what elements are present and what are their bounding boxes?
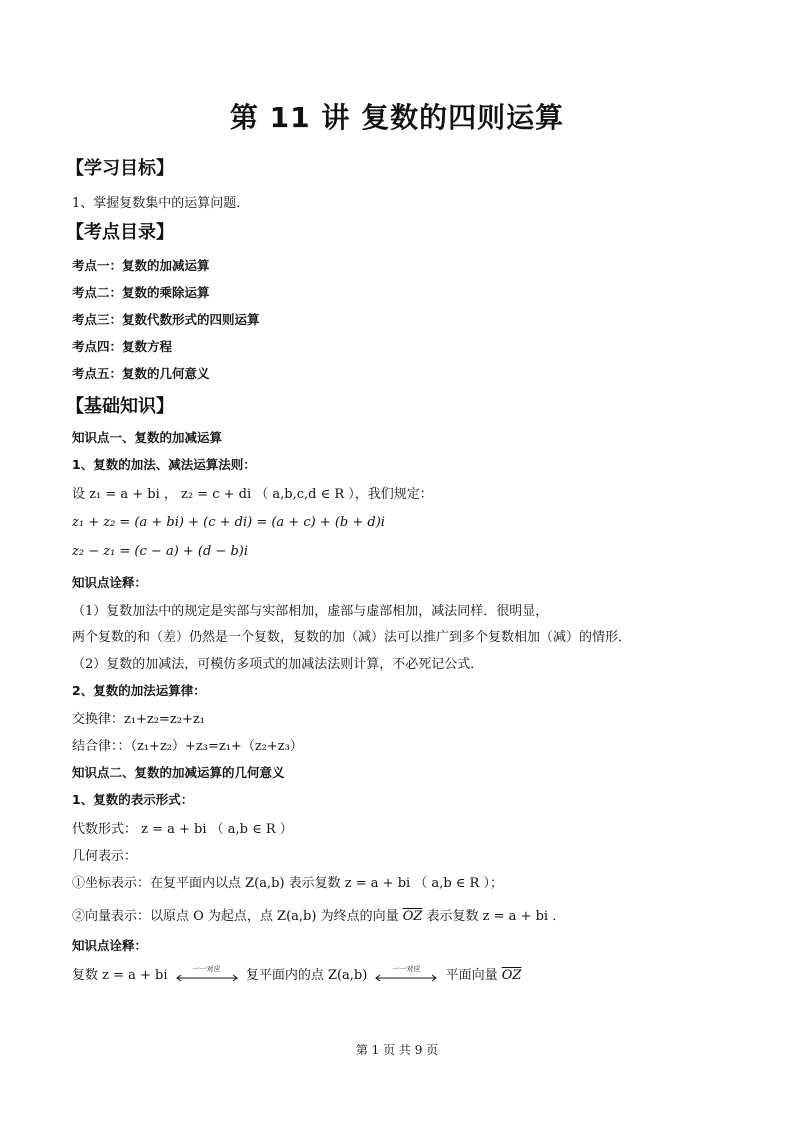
definition-line: 设 z₁ = a + bi ， z₂ = c + di （ a,b,c,d ∈ R ），我们规定： — [72, 487, 433, 502]
points-header: 【考点目录】 — [66, 222, 174, 243]
point-item-5: 考点五：复数的几何意义 — [72, 366, 210, 381]
basics-header: 【基础知识】 — [66, 396, 174, 417]
double-arrow-icon — [374, 964, 438, 983]
corr-point: 复平面内的点 Z(a,b) — [245, 968, 368, 983]
page-title: 第 11 讲 复数的四则运算 — [229, 101, 565, 134]
knowledge-1-title: 知识点一、复数的加减运算 — [72, 430, 223, 445]
law-title: 2、复数的加法运算律： — [72, 683, 206, 698]
algebraic-form: 代数形式： z = a + bi （ a,b ∈ R ） — [72, 822, 293, 837]
goal-item: 1、掌握复数集中的运算问题． — [72, 196, 250, 211]
note-2: （2）复数的加减法，可模仿多项式的加减法法则计算，不必死记公式． — [72, 657, 484, 672]
corr-vector-oz: $\overline{OZ}$ — [501, 968, 522, 983]
page-footer: 第 1 页 共 9 页 — [355, 1043, 439, 1057]
note-title-2: 知识点诠释： — [72, 938, 148, 953]
point-item-2: 考点二：复数的乘除运算 — [72, 285, 210, 300]
commutative-law: 交换律：z₁+z₂=z₂+z₁ — [72, 712, 205, 727]
vector-representation — [72, 905, 565, 924]
rule-title: 1、复数的加法、减法运算法则： — [72, 457, 256, 472]
vector-text-post: 表示复数 z = a + bi ． — [422, 909, 566, 924]
geometric-label: 几何表示： — [72, 849, 138, 864]
corr-vector: 平面向量 — [445, 968, 502, 983]
corr-complex: 复数 z = a + bi — [72, 968, 168, 983]
arrow-label-2: 一一对应 — [392, 964, 421, 973]
subtraction-formula: z₂ − z₁ = (c − a) + (d − b)i — [72, 544, 249, 559]
vector-text-pre: ②向量表示：以原点 O 为起点，点 Z(a,b) 为终点的向量 — [72, 909, 403, 924]
associative-law: 结合律：：（z₁+z₂）+z₃=z₁+（z₂+z₃） — [72, 739, 303, 754]
point-item-3: 考点三：复数代数形式的四则运算 — [72, 312, 260, 327]
vector-oz: $\overline{OZ}$ — [402, 909, 423, 924]
note-1-line-b: 两个复数的和（差）仍然是一个复数，复数的加（减）法可以推广到多个复数相加（减）的情形． — [72, 630, 632, 645]
note-title-1: 知识点诠释： — [72, 575, 148, 590]
goals-header: 【学习目标】 — [66, 158, 174, 179]
knowledge-2-title: 知识点二、复数的加减运算的几何意义 — [72, 765, 285, 780]
arrow-label-1: 一一对应 — [192, 964, 221, 973]
correspondence-line — [72, 964, 521, 983]
representation-title: 1、复数的表示形式： — [72, 792, 194, 807]
point-item-4: 考点四：复数方程 — [72, 339, 173, 354]
addition-formula: z₁ + z₂ = (a + bi) + (c + di) = (a + c) + (b + d)i — [72, 515, 385, 530]
note-1-line-a: （1）复数加法中的规定是实部与实部相加，虚部与虚部相加，减法同样．很明显， — [72, 604, 549, 619]
double-arrow-icon — [175, 964, 239, 983]
coordinate-representation: ①坐标表示：在复平面内以点 Z(a,b) 表示复数 z = a + bi （ a,b ∈ R ）； — [72, 876, 503, 891]
point-item-1: 考点一：复数的加减运算 — [72, 258, 210, 273]
